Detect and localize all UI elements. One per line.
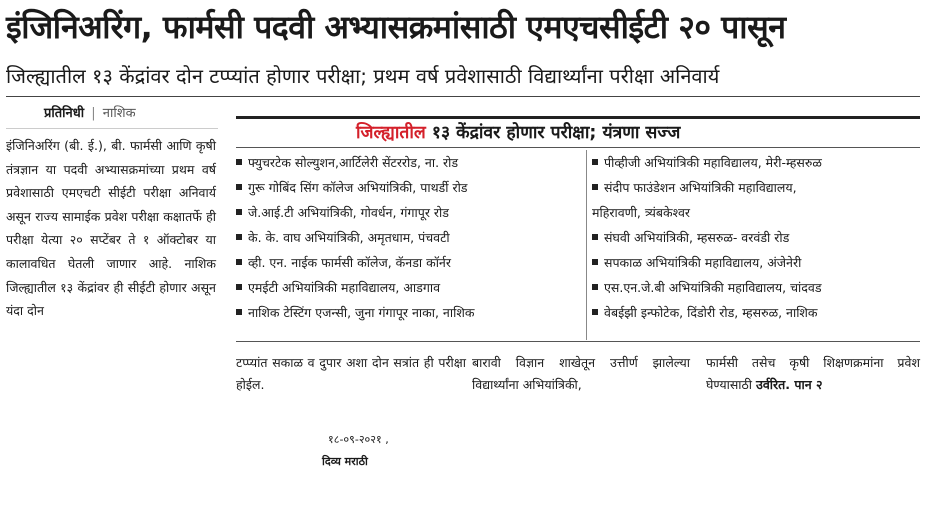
list-item: फ्युचरटेक सोल्युशन,आर्टिलेरी सेंटररोड, ना. रोड: [236, 150, 580, 175]
box-title: [356, 118, 680, 148]
box-bottom-rule: [236, 341, 920, 342]
list-item-text: पीव्हीजी अभियांत्रिकी महाविद्यालय, मेरी-म्हसरुळ: [604, 155, 822, 170]
continued-on-page: उर्वरित. पान २: [756, 377, 823, 392]
list-item-continuation: महिरावणी, त्र्यंबकेश्वर: [592, 205, 691, 220]
list-item: गुरू गोबिंद सिंग कॉलेज अभियांत्रिकी, पाथर्डी रोड: [236, 175, 580, 200]
list-item: के. के. वाघ अभियांत्रिकी, अमृतधाम, पंचवटी: [236, 225, 580, 250]
list-item: [592, 275, 920, 300]
header-divider: [6, 96, 920, 97]
box-title-rule: [236, 147, 920, 148]
centers-list-right: [592, 150, 920, 325]
list-item: [592, 150, 920, 175]
byline-city: नाशिक: [102, 106, 136, 121]
list-item-text: संदीप फाउंडेशन अभियांत्रिकी महाविद्यालय,: [604, 180, 797, 195]
list-item: [592, 300, 920, 325]
list-item: [592, 250, 920, 275]
byline-reporter: प्रतिनिधी: [44, 106, 85, 121]
centers-list-left: [236, 150, 580, 325]
byline-separator: |: [91, 106, 96, 121]
list-item: जे.आई.टी अभियांत्रिकी, गोवर्धन, गंगापूर रोड: [236, 200, 580, 225]
list-item-text: संघवी अभियांत्रिकी, म्हसरुळ- वरवंडी रोड: [604, 230, 790, 245]
list-item-text: वेबईझी इन्फोटेक, दिंडोरी रोड, म्हसरुळ, नाशिक: [604, 305, 818, 320]
list-item: नाशिक टेस्टिंग एजन्सी, जुना गंगापूर नाका, नाशिक: [236, 300, 580, 325]
list-item: [592, 175, 920, 225]
column-divider: [586, 150, 587, 340]
clipping-date: १८-०९-२०२१ ,: [328, 433, 389, 446]
headline: इंजिनिअरिंग, फार्मसी पदवी अभ्यासक्रमांसाठी एमएचसीईटी २० पासून: [6, 8, 786, 46]
list-item: एमईटी अभियांत्रिकी महाविद्यालय, आडगाव: [236, 275, 580, 300]
list-item: व्ही. एन. नाईक फार्मसी कॉलेज, कॅनडा कॉर्नर: [236, 250, 580, 275]
article-body-col3: [706, 352, 920, 396]
list-item-text: सपकाळ अभियांत्रिकी महाविद्यालय, अंजेनेरी: [604, 255, 802, 270]
box-title-rest: १३ केंद्रांवर होणार परीक्षा; यंत्रणा सज्ज: [425, 123, 681, 143]
byline-divider: [6, 128, 218, 129]
box-title-highlight: जिल्ह्यातील: [356, 123, 426, 143]
list-item: [592, 225, 920, 250]
article-body-col1: टप्प्यांत सकाळ व दुपार अशा दोन सत्रांत ही परीक्षा होईल.: [236, 355, 466, 392]
list-item-text: एस.एन.जे.बी अभियांत्रिकी महाविद्यालय, चांदवड: [604, 280, 822, 295]
article-body-col3-text: फार्मसी तसेच कृषी शिक्षणक्रमांना प्रवेश घेण्यासाठी: [706, 355, 920, 392]
article-body-col2: बारावी विज्ञान शाखेतून उत्तीर्ण झालेल्या विद्यार्थ्यांना अभियांत्रिकी,: [472, 355, 690, 392]
newspaper-name: दिव्य मराठी: [322, 455, 368, 468]
subheadline: जिल्ह्यातील १३ केंद्रांवर दोन टप्प्यांत होणार परीक्षा; प्रथम वर्ष प्रवेशासाठी विद्यार्थ्यांना परीक्षा अनिवार्य: [6, 64, 720, 88]
byline: [44, 102, 136, 126]
article-body-left: इंजिनिअरिंग (बी. ई.), बी. फार्मसी आणि कृषी तंत्रज्ञान या पदवी अभ्यासक्रमांच्या प्रथम वर्ष प्रवेशासाठी एमएचटी सीईटी परीक्षा अनिवार्य असून राज्य सामाईक प्रवेश परीक्षा कक्षातर्फे ही परीक्षा येत्या २० सप्टेंबर ते १ ऑक्टोबर या कालावधित घेतली जाणार आहे. नाशिक जिल्ह्यातील १३ केंद्रांवर ही सीईटी होणार असून यंदा दोन: [6, 138, 216, 319]
